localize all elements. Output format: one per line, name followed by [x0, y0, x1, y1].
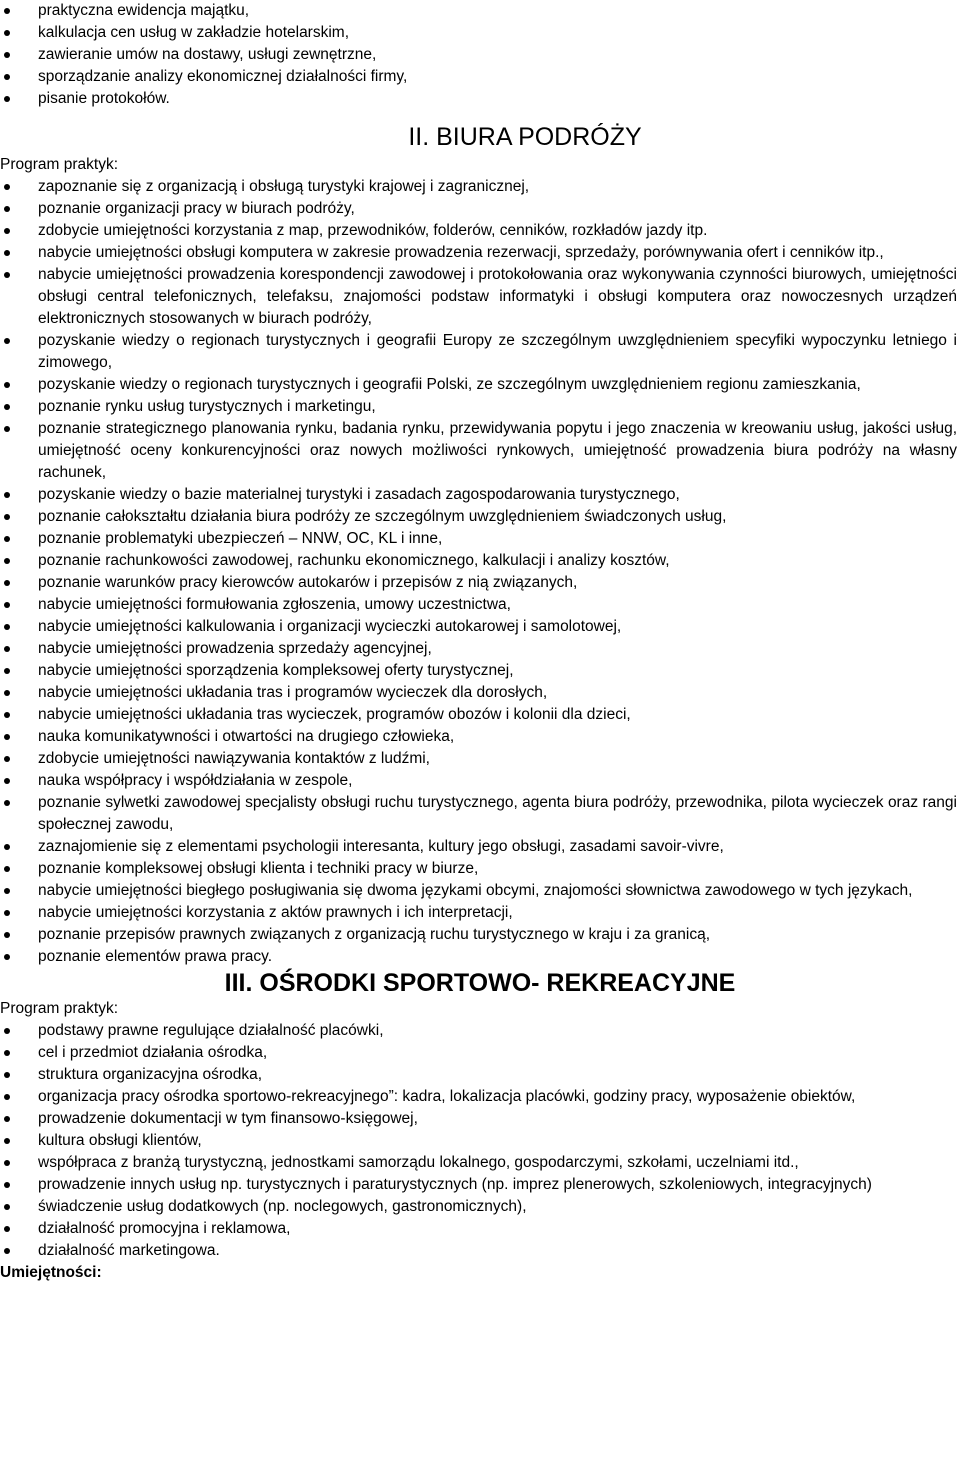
- list-item: nabycie umiejętności sporządzenia kompleksowej oferty turystycznej,: [0, 660, 960, 682]
- list-item: pozyskanie wiedzy o regionach turystycznych i geografii Polski, ze szczególnym uwzględnieniem regionu zamieszkania,: [0, 374, 960, 396]
- list-item: poznanie rynku usług turystycznych i marketingu,: [0, 396, 960, 418]
- list-item: organizacja pracy ośrodka sportowo-rekreacyjnego”: kadra, lokalizacja placówki, godziny pracy, wyposażenie obiektów,: [0, 1086, 960, 1108]
- list-item: nabycie umiejętności układania tras wycieczek, programów obozów i kolonii dla dzieci,: [0, 704, 960, 726]
- list-item: prowadzenie innych usług np. turystycznych i paraturystycznych (np. imprez plenerowych, szkoleniowych, integracyjnych): [0, 1174, 960, 1196]
- list-item: nauka współpracy i współdziałania w zespole,: [0, 770, 960, 792]
- list-item: pozyskanie wiedzy o regionach turystycznych i geografii Europy ze szczególnym uwzględnieniem specyfiki wypoczynku letniego i zimowego,: [0, 330, 960, 374]
- list-item: poznanie przepisów prawnych związanych z organizacją ruchu turystycznego w kraju i za granicą,: [0, 924, 960, 946]
- list-item: pisanie protokołów.: [0, 88, 960, 110]
- list-item: działalność promocyjna i reklamowa,: [0, 1218, 960, 1240]
- list-item: kalkulacja cen usług w zakładzie hotelarskim,: [0, 22, 960, 44]
- list-item: sporządzanie analizy ekonomicznej działalności firmy,: [0, 66, 960, 88]
- list-item: podstawy prawne regulujące działalność placówki,: [0, 1020, 960, 1042]
- list-item: zaznajomienie się z elementami psychologii interesanta, kultury jego obsługi, zasadami savoir-vivre,: [0, 836, 960, 858]
- practice-list-sport: [0, 1020, 960, 1262]
- program-label-sport: Program praktyk:: [0, 1000, 119, 1017]
- list-item: cel i przedmiot działania ośrodka,: [0, 1042, 960, 1064]
- list-item: poznanie organizacji pracy w biurach podróży,: [0, 198, 960, 220]
- list-item: nabycie umiejętności obsługi komputera w zakresie prowadzenia rezerwacji, sprzedaży, porównywania ofert i cenników itp.,: [0, 242, 960, 264]
- list-item: zawieranie umów na dostawy, usługi zewnętrzne,: [0, 44, 960, 66]
- skills-label: Umiejętności:: [0, 1264, 102, 1281]
- list-item: nabycie umiejętności biegłego posługiwania się dwoma językami obcymi, znajomości słownictwa zawodowego w tych językach,: [0, 880, 960, 902]
- list-item: nabycie umiejętności prowadzenia korespondencji zawodowej i protokołowania oraz wykonywania czynności biurowych, umiejętności obsługi central telefonicznych, telefaksu, znajomości podstaw informatyki i obsługi komputera oraz nowoczesnych urządzeń elektronicznych stosowanych w biurach podróży,: [0, 264, 960, 330]
- practice-list-hotel: [0, 0, 960, 110]
- list-item: struktura organizacyjna ośrodka,: [0, 1064, 960, 1086]
- list-item: współpraca z branżą turystyczną, jednostkami samorządu lokalnego, gospodarczymi, szkołami, uczelniami itd.,: [0, 1152, 960, 1174]
- list-item: nabycie umiejętności układania tras i programów wycieczek dla dorosłych,: [0, 682, 960, 704]
- list-item: nabycie umiejętności formułowania zgłoszenia, umowy uczestnictwa,: [0, 594, 960, 616]
- list-item: praktyczna ewidencja majątku,: [0, 0, 960, 22]
- list-item: poznanie kompleksowej obsługi klienta i techniki pracy w biurze,: [0, 858, 960, 880]
- list-item: zdobycie umiejętności nawiązywania kontaktów z ludźmi,: [0, 748, 960, 770]
- section-heading-sport-centers: III. OŚRODKI SPORTOWO- REKREACYJNE: [224, 969, 736, 997]
- list-item: zdobycie umiejętności korzystania z map, przewodników, folderów, cenników, rozkładów jazdy itp.: [0, 220, 960, 242]
- list-item: nabycie umiejętności korzystania z aktów prawnych i ich interpretacji,: [0, 902, 960, 924]
- list-item: nauka komunikatywności i otwartości na drugiego człowieka,: [0, 726, 960, 748]
- section-heading-travel-agencies: II. BIURA PODRÓŻY: [408, 123, 642, 151]
- list-item: działalność marketingowa.: [0, 1240, 960, 1262]
- list-item: poznanie rachunkowości zawodowej, rachunku ekonomicznego, kalkulacji i analizy kosztów,: [0, 550, 960, 572]
- list-item: kultura obsługi klientów,: [0, 1130, 960, 1152]
- list-item: poznanie sylwetki zawodowej specjalisty obsługi ruchu turystycznego, agenta biura podróży, przewodnika, pilota wycieczek oraz rangi społecznej zawodu,: [0, 792, 960, 836]
- list-item: poznanie strategicznego planowania rynku, badania rynku, przewidywania popytu i jego znaczenia w kreowaniu usług, jakości usług, umiejętność oceny konkurencyjności oraz nowych możliwości rynkowych, umiejętność prowadzenia biura podróży na własny rachunek,: [0, 418, 960, 484]
- list-item: pozyskanie wiedzy o bazie materialnej turystyki i zasadach zagospodarowania turystycznego,: [0, 484, 960, 506]
- list-item: zapoznanie się z organizacją i obsługą turystyki krajowej i zagranicznej,: [0, 176, 960, 198]
- list-item: świadczenie usług dodatkowych (np. noclegowych, gastronomicznych),: [0, 1196, 960, 1218]
- practice-list-travel: [0, 176, 960, 968]
- list-item: nabycie umiejętności kalkulowania i organizacji wycieczki autokarowej i samolotowej,: [0, 616, 960, 638]
- list-item: poznanie warunków pracy kierowców autokarów i przepisów z nią związanych,: [0, 572, 960, 594]
- list-item: nabycie umiejętności prowadzenia sprzedaży agencyjnej,: [0, 638, 960, 660]
- list-item: poznanie całokształtu działania biura podróży ze szczególnym uwzględnieniem świadczonych usług,: [0, 506, 960, 528]
- list-item: poznanie elementów prawa pracy.: [0, 946, 960, 968]
- list-item: poznanie problematyki ubezpieczeń – NNW, OC, KL i inne,: [0, 528, 960, 550]
- program-label-travel: Program praktyk:: [0, 156, 119, 173]
- list-item: prowadzenie dokumentacji w tym finansowo-księgowej,: [0, 1108, 960, 1130]
